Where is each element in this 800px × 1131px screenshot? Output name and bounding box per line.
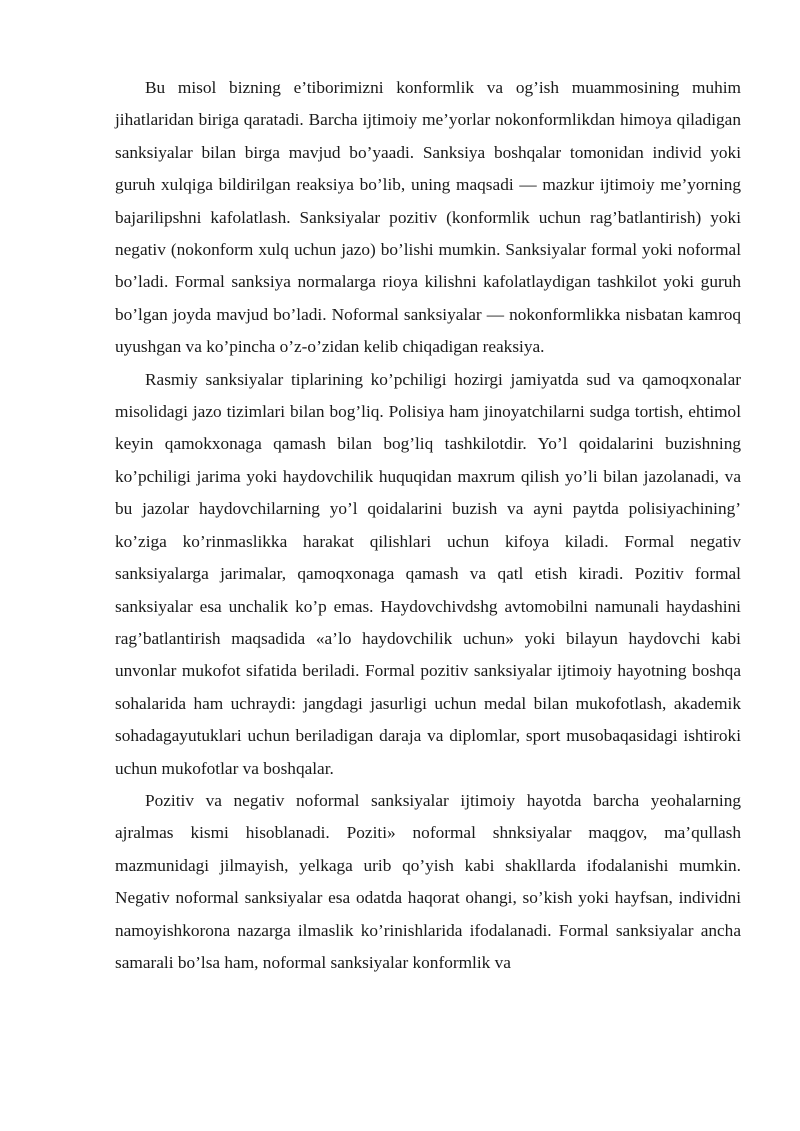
paragraph-1: Bu misol bizning e’tiborimizni konformlik va og’ish muammosining muhim jihatlaridan biriga qaratadi. Barcha ijtimoiy me’yorlar nokonformlikdan himoya qiladigan sanksiyalar bilan birga mavjud bo’yaadi. Sanksiya boshqalar tomonidan individ yoki guruh xulqiga bildirilgan reaksiya bo’lib, uning maqsadi — mazkur ijtimoiy me’yorning bajarilipshni kafolatlash. Sanksiyalar pozitiv (konformlik uchun rag’batlantirish) yoki negativ (nokonform xulq uchun jazo) bo’lishi mumkin. Sanksiyalar formal yoki noformal bo’ladi. Formal sanksiya normalarga rioya kilishni kafolatlaydigan tashkilot yoki guruh bo’lgan joyda mavjud bo’ladi. Noformal sanksiyalar — nokonformlikka nisbatan kamroq uyushgan va ko’pincha o’z-o’zidan kelib chiqadigan reaksiya. xyxy=(115,78,741,357)
paragraph-2: Rasmiy sanksiyalar tiplarining ko’pchiligi hozirgi jamiyatda sud va qamoqxonalar misolidagi jazo tizimlari bilan bog’liq. Polisiya ham jinoyatchilarni sudga tortish, ehtimol keyin qamokxonaga qamash bilan bog’liq tashkilotdir. Yo’l qoidalarini buzishning ko’pchiligi jarima yoki haydovchilik huquqidan maxrum qilish yo’li bilan jazolanadi, va bu jazolar haydovchilarning yo’l qoidalarini buzish va ayni paytda polisiyachining’ ko’ziga ko’rinmaslikka harakat qilishlari uchun kifoya kiladi. Formal negativ sanksiyalarga jarimalar, qamoqxonaga qamash va qatl etish kiradi. Pozitiv formal sanksiyalar esa unchalik ko’p emas. Haydovchivdshg avtomobilni namunali haydashini rag’batlantirish maqsadida «a’lo haydovchilik uchun» yoki bilayun haydovchi kabi unvonlar mukofot sifatida beriladi. Formal pozitiv sanksiyalar ijtimoiy hayotning boshqa sohalarida ham uchraydi: jangdagi jasurligi uchun medal bilan mukofotlash, akademik sohadagayutuklari uchun beriladigan daraja va diplomlar, sport musobaqasidagi ishtiroki uchun mukofotlar va boshqalar. xyxy=(115,369,741,778)
document-body xyxy=(115,72,741,979)
paragraph-3: Pozitiv va negativ noformal sanksiyalar ijtimoiy hayotda barcha yeohalarning ajralmas kismi hisoblanadi. Poziti» noformal shnksiyalar maqgov, ma’qullash mazmunidagi jilmayish, yelkaga urib qo’yish kabi shakllarda ifodalanishi mumkin. Negativ noformal sanksiyalar esa odatda haqorat ohangi, so’kish yoki hayfsan, individni namoyishkorona nazarga ilmaslik ko’rinishlarida ifodalanadi. Formal sanksiyalar ancha samarali bo’lsa ham, noformal sanksiyalar konformlik va xyxy=(115,790,741,972)
